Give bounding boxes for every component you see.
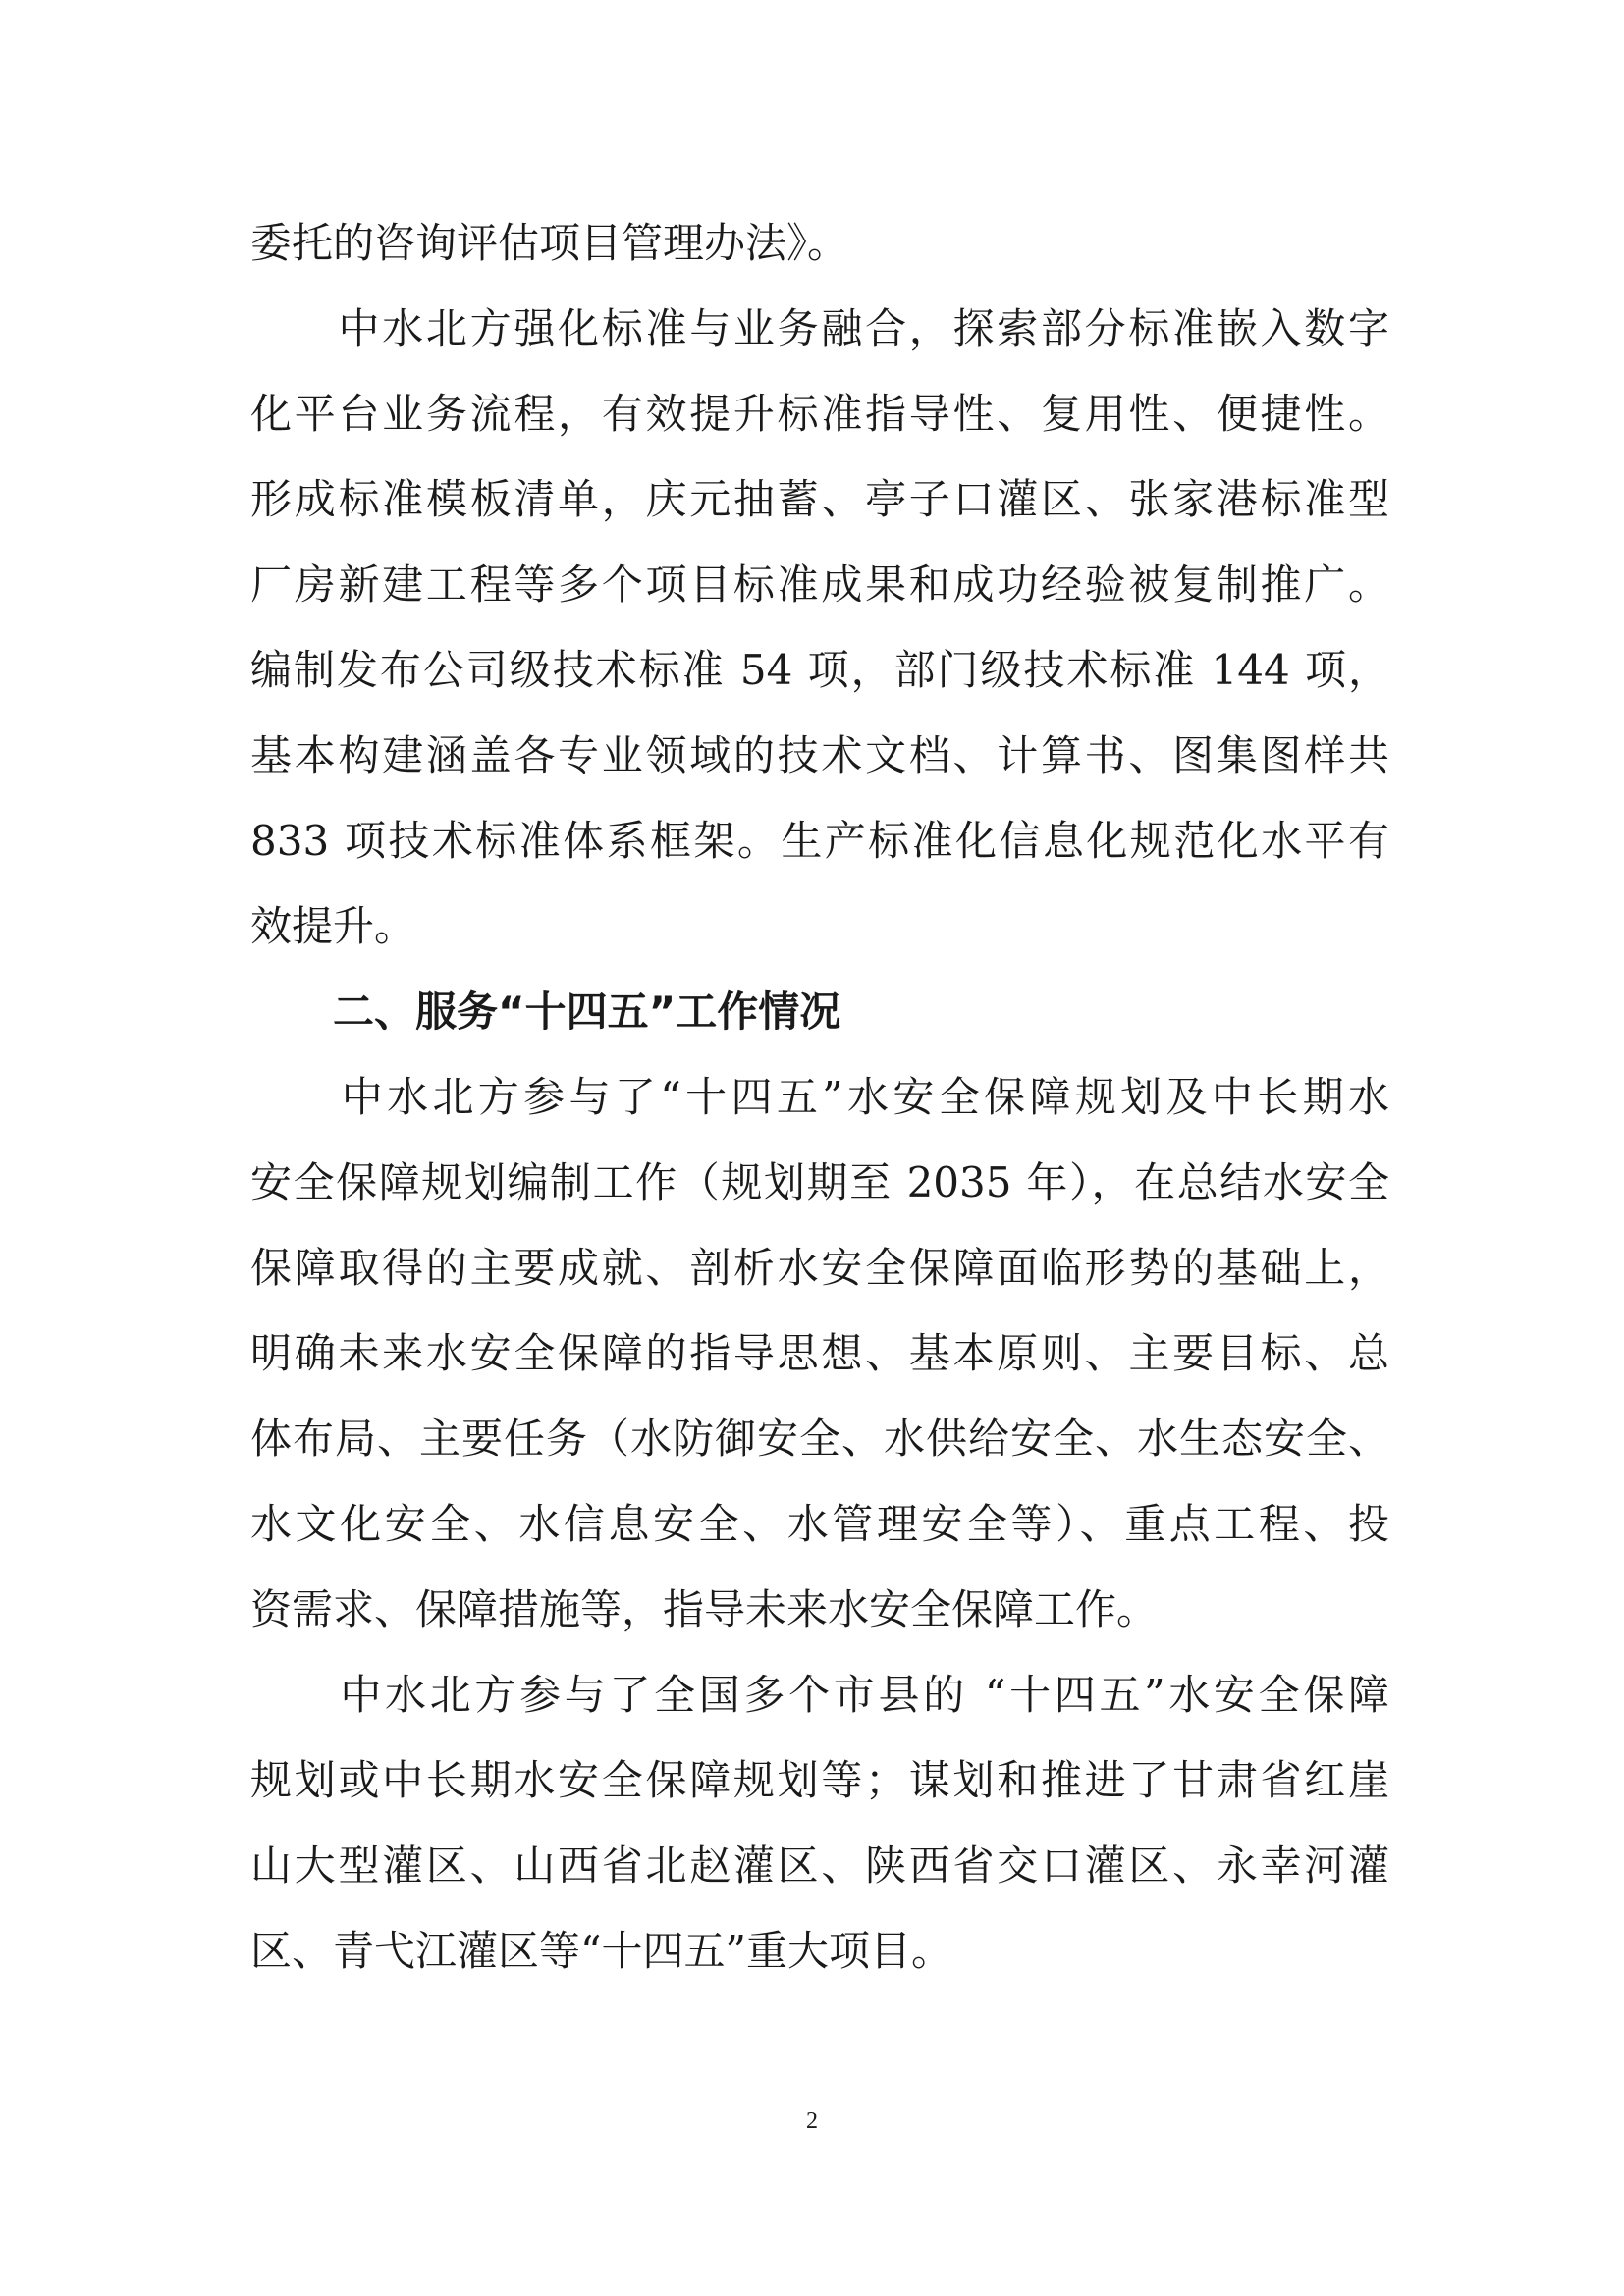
paragraph-line: 中水北方强化标准与业务融合，探索部分标准嵌入数字 — [250, 304, 1389, 352]
paragraph-line: 体布局、主要任务（水防御安全、水供给安全、水生态安全、 — [250, 1415, 1389, 1463]
section-heading: 二、服务“十四五”工作情况 — [250, 988, 841, 1036]
paragraph-line: 委托的咨询评估项目管理办法》。 — [250, 219, 849, 267]
paragraph-line: 山大型灌区、山西省北赵灌区、陕西省交口灌区、永幸河灌 — [250, 1842, 1389, 1890]
paragraph-line: 基本构建涵盖各专业领域的技术文档、计算书、图集图样共 — [250, 731, 1389, 779]
paragraph-line: 区、青弋江灌区等“十四五”重大项目。 — [250, 1927, 952, 1975]
paragraph-line: 规划或中长期水安全保障规划等；谋划和推进了甘肃省红崖 — [250, 1756, 1389, 1804]
paragraph-line: 中水北方参与了“十四五”水安全保障规划及中长期水 — [250, 1073, 1389, 1121]
paragraph-line: 安全保障规划编制工作（规划期至 2035 年），在总结水安全 — [250, 1158, 1389, 1206]
page-number: 2 — [806, 2109, 818, 2134]
paragraph-line: 效提升。 — [250, 902, 416, 950]
paragraph-line: 833 项技术标准体系框架。生产标准化信息化规范化水平有 — [250, 817, 1389, 865]
paragraph-line: 明确未来水安全保障的指导思想、基本原则、主要目标、总 — [250, 1329, 1389, 1377]
paragraph-line: 形成标准模板清单，庆元抽蓄、亭子口灌区、张家港标准型 — [250, 475, 1389, 523]
paragraph-line: 编制发布公司级技术标准 54 项，部门级技术标准 144 项， — [250, 646, 1389, 694]
paragraph-line: 水文化安全、水信息安全、水管理安全等）、重点工程、投 — [250, 1500, 1389, 1548]
paragraph-line: 资需求、保障措施等，指导未来水安全保障工作。 — [250, 1585, 1159, 1633]
paragraph-line: 保障取得的主要成就、剖析水安全保障面临形势的基础上， — [250, 1244, 1389, 1292]
paragraph-line: 厂房新建工程等多个项目标准成果和成功经验被复制推广。 — [250, 561, 1389, 609]
paragraph-line: 中水北方参与了全国多个市县的 “十四五”水安全保障 — [250, 1671, 1389, 1719]
paragraph-line: 化平台业务流程，有效提升标准指导性、复用性、便捷性。 — [250, 390, 1389, 438]
